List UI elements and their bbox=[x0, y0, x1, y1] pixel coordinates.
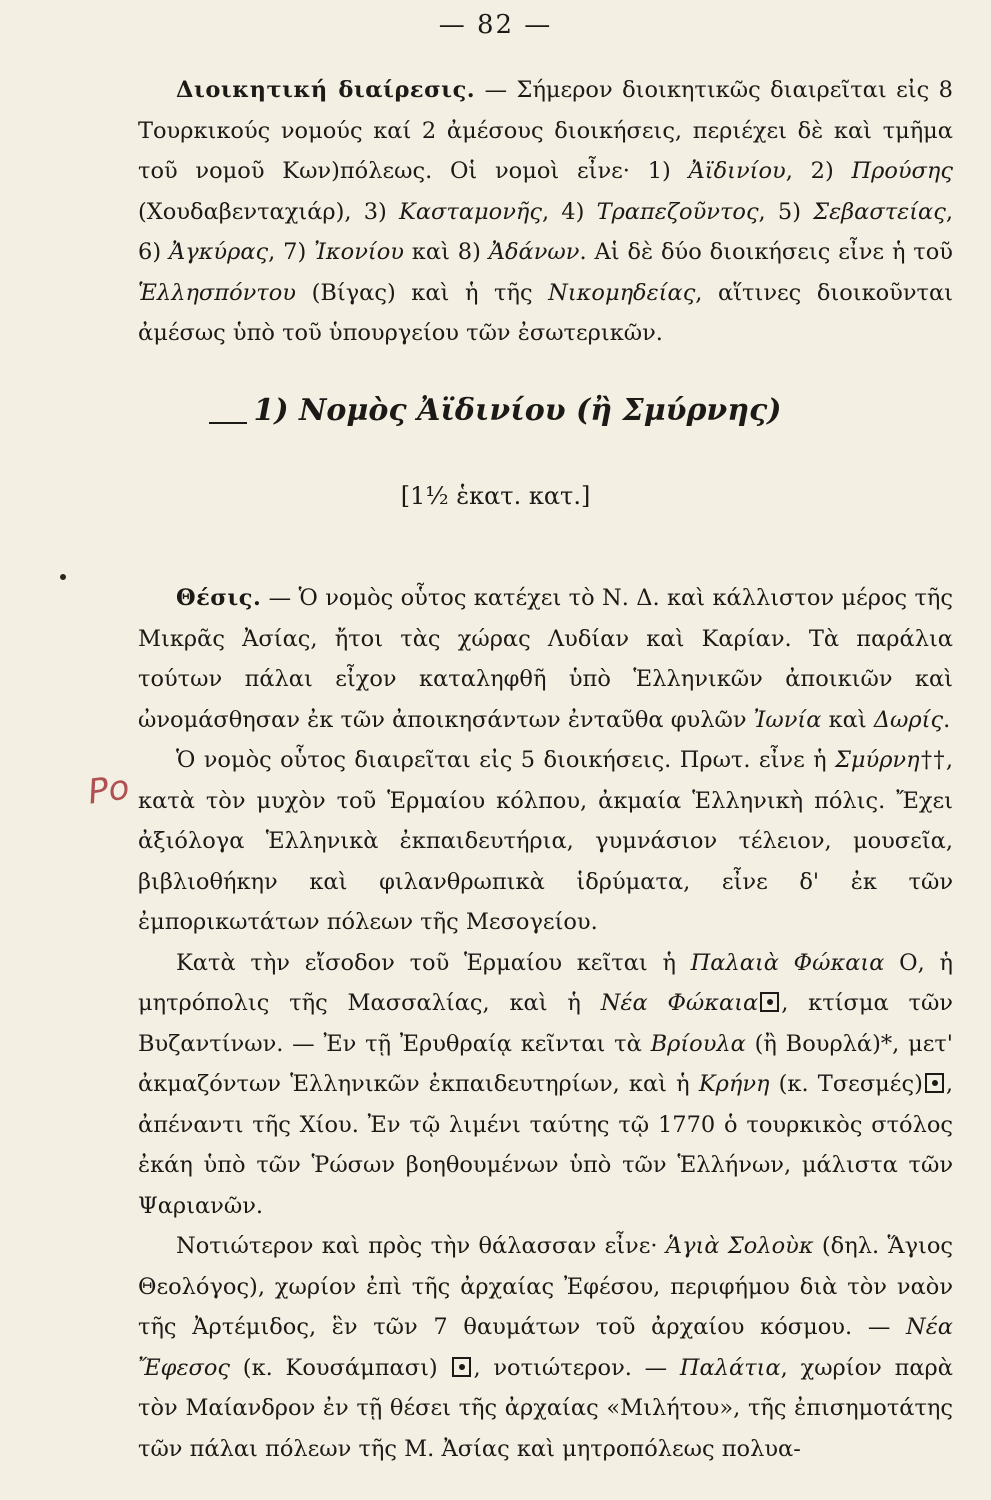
text-run: (κ. Κουσάμπασι) bbox=[230, 1354, 451, 1381]
place-name: Προύσης bbox=[851, 158, 953, 184]
paragraph-administrative-division bbox=[138, 70, 953, 354]
place-name: Παλάτια bbox=[679, 1354, 781, 1381]
paragraph-position bbox=[138, 578, 953, 740]
place-name: Νέα Φώκαια bbox=[600, 990, 759, 1016]
place-name: Ἀγκύρας bbox=[168, 239, 269, 265]
text-run: , 5) bbox=[758, 198, 814, 225]
place-name: Ἁγιὰ Σολοὺκ bbox=[665, 1233, 814, 1259]
map-symbol-icon bbox=[452, 1357, 471, 1377]
paragraph-smyrna bbox=[138, 740, 953, 943]
place-name: Ἀϊδινίου bbox=[688, 158, 786, 184]
text-run: — Ὁ νομὸς οὗτος κατέχει τὸ Ν. Δ. καὶ κάλλιστον μέρος τῆς Μικρᾶς Ἀσίας, ἤτοι τὰς χώρας Λυδίαν καὶ Καρίαν. Τὰ παράλια τούτων πάλαι εἶχον καταληφθῆ ὑπὸ Ἑλληνικῶν ἀποικιῶν καὶ ὠνομάσθησαν ἐκ τῶν ἀποικησάντων ἐνταῦθα φυλῶν bbox=[138, 585, 953, 733]
text-run: (κ. Τσεσμές) bbox=[769, 1071, 923, 1097]
text-run: καὶ 8) bbox=[403, 239, 489, 265]
text-run: , χωρίον παρὰ τὸν Μαίανδρον ἐν τῇ θέσει τῆς ἀρχαίας «Μιλήτου», τῆς ἐπισημοτάτης τῶν πάλαι πόλεων τῆς Μ. Ἀσίας καὶ μητροπόλεως πολυα- bbox=[138, 1354, 953, 1462]
section-lead: Θέσις. bbox=[176, 585, 262, 611]
map-symbol-icon bbox=[760, 992, 779, 1012]
text-run: καὶ bbox=[821, 706, 874, 733]
heading-rule bbox=[209, 422, 247, 424]
text-run: Ὁ νομὸς οὗτος διαιρεῖται εἰς 5 διοικήσεις. Πρωτ. εἶνε ἡ bbox=[176, 747, 835, 773]
text-run: Ο, ἡ μητρόπολις τῆς Μασσαλίας, καὶ ἡ bbox=[138, 949, 953, 1016]
text-run: (δηλ. Ἅγιος Θεολόγος), χωρίον ἐπὶ τῆς ἀρχαίας Ἐφέσου, περιφήμου διὰ τὸν ναὸν τῆς Ἀρτέμιδος, ἓν τῶν 7 θαυμάτων τοῦ ἀρχαίου κόσμου. — bbox=[138, 1233, 953, 1340]
place-name: Ἑλλησπόντου bbox=[138, 279, 296, 306]
text-run: (ἢ Βουρλά)*, μετ' ἀκμαζόντων Ἑλληνικῶν ἐκπαιδευτηρίων, καὶ ἡ bbox=[138, 1030, 953, 1097]
text-run: ††, κατὰ τὸν μυχὸν τοῦ Ἑρμαίου κόλπου, ἀκμαία Ἑλληνικὴ πόλις. Ἔχει ἀξιόλογα Ἑλληνικὰ ἐκπαιδευτήρια, γυμνάσιον τέλειον, μουσεῖα, βιβλιοθήκην καὶ φιλανθρωπικὰ ἱδρύματα, εἶνε δ' ἐκ τῶν ἐμπορικωτάτων πόλεων τῆς Μεσογείου. bbox=[138, 747, 953, 935]
text-run: Κατὰ τὴν εἴσοδον τοῦ Ἑρμαίου κεῖται ἡ bbox=[176, 949, 691, 976]
text-run: , κτίσμα τῶν Βυζαντίνων. — Ἐν τῇ Ἐρυθραίᾳ κεῖνται τὰ bbox=[138, 990, 953, 1057]
place-name: Τραπεζοῦντος bbox=[596, 198, 759, 225]
text-run: , ἀπέναντι τῆς Χίου. Ἐν τῷ λιμένι ταύτης τῷ 1770 ὁ τουρκικὸς στόλος ἐκάη ὑπὸ τῶν Ῥώσων βοηθουμένων ὑπὸ τῶν Ἑλλήνων, μάλιστα τῶν Ψαριανῶν. bbox=[138, 1071, 954, 1219]
map-symbol-icon bbox=[925, 1073, 944, 1093]
paragraph-text bbox=[138, 70, 953, 354]
text-run: Νοτιώτερον καὶ πρὸς τὴν θάλασσαν εἶνε· bbox=[176, 1233, 666, 1259]
place-name: Νέα Ἔφεσος bbox=[138, 1314, 953, 1381]
place-name: Κασταμονῆς bbox=[399, 198, 542, 225]
area-note: [1½ ἑκατ. κατ.] bbox=[400, 482, 591, 510]
place-name: Δωρίς bbox=[873, 706, 944, 733]
handwritten-margin-note: Ρο bbox=[85, 767, 132, 813]
text-run: . Αἱ δὲ δύο διοικήσεις εἶνε ἡ τοῦ bbox=[579, 239, 953, 265]
text-run: , 6) bbox=[138, 198, 953, 265]
place-name: Παλαιὰ Φώκαια bbox=[690, 949, 885, 976]
text-run: , 2) bbox=[785, 158, 852, 184]
text-run: — Σήμερον διοικητικῶς διαιρεῖται εἰς 8 Τουρκικούς νομούς καί 2 ἀμέσους διοικήσεις, περιέχει δὲ καὶ τμῆμα τοῦ νομοῦ Κων)πόλεως. Οἱ νομοὶ εἶνε· 1) bbox=[138, 77, 953, 184]
place-name: Ἰκονίου bbox=[314, 239, 404, 265]
place-name: Σμύρνη bbox=[835, 747, 920, 773]
place-name: Σεβαστείας bbox=[813, 198, 946, 225]
text-run: (Χουδαβενταχιάρ), 3) bbox=[138, 198, 400, 225]
section-lead: Διοικητική διαίρεσις. bbox=[176, 77, 476, 103]
place-name: Νικομηδείας bbox=[548, 279, 696, 306]
paragraph-phocaea bbox=[138, 943, 953, 1227]
place-name: Ἀδάνων bbox=[488, 239, 580, 265]
place-name: Ἰωνία bbox=[753, 706, 822, 733]
section-heading bbox=[0, 393, 991, 428]
heading-text: 1) Νομὸς Ἀϊδινίου (ἢ Σμύρνης) bbox=[253, 393, 782, 428]
place-name: Κρήνη bbox=[698, 1071, 770, 1097]
margin-dot bbox=[60, 574, 66, 580]
body-text bbox=[138, 578, 953, 1469]
paragraph-ephesus bbox=[138, 1226, 953, 1469]
text-run: , 7) bbox=[268, 239, 315, 265]
page-number: — 82 — bbox=[438, 10, 553, 40]
place-name: Βρίουλα bbox=[650, 1030, 746, 1057]
text-run: . bbox=[943, 706, 951, 733]
text-run: (Βίγας) καὶ ἡ τῆς bbox=[295, 279, 549, 306]
text-run: , αἵτινες διοικοῦνται ἀμέσως ὑπὸ τοῦ ὑπουργείου τῶν ἐσωτερικῶν. bbox=[138, 279, 953, 346]
text-run: , νοτιώτερον. — bbox=[473, 1354, 680, 1381]
text-run: , 4) bbox=[541, 198, 597, 225]
